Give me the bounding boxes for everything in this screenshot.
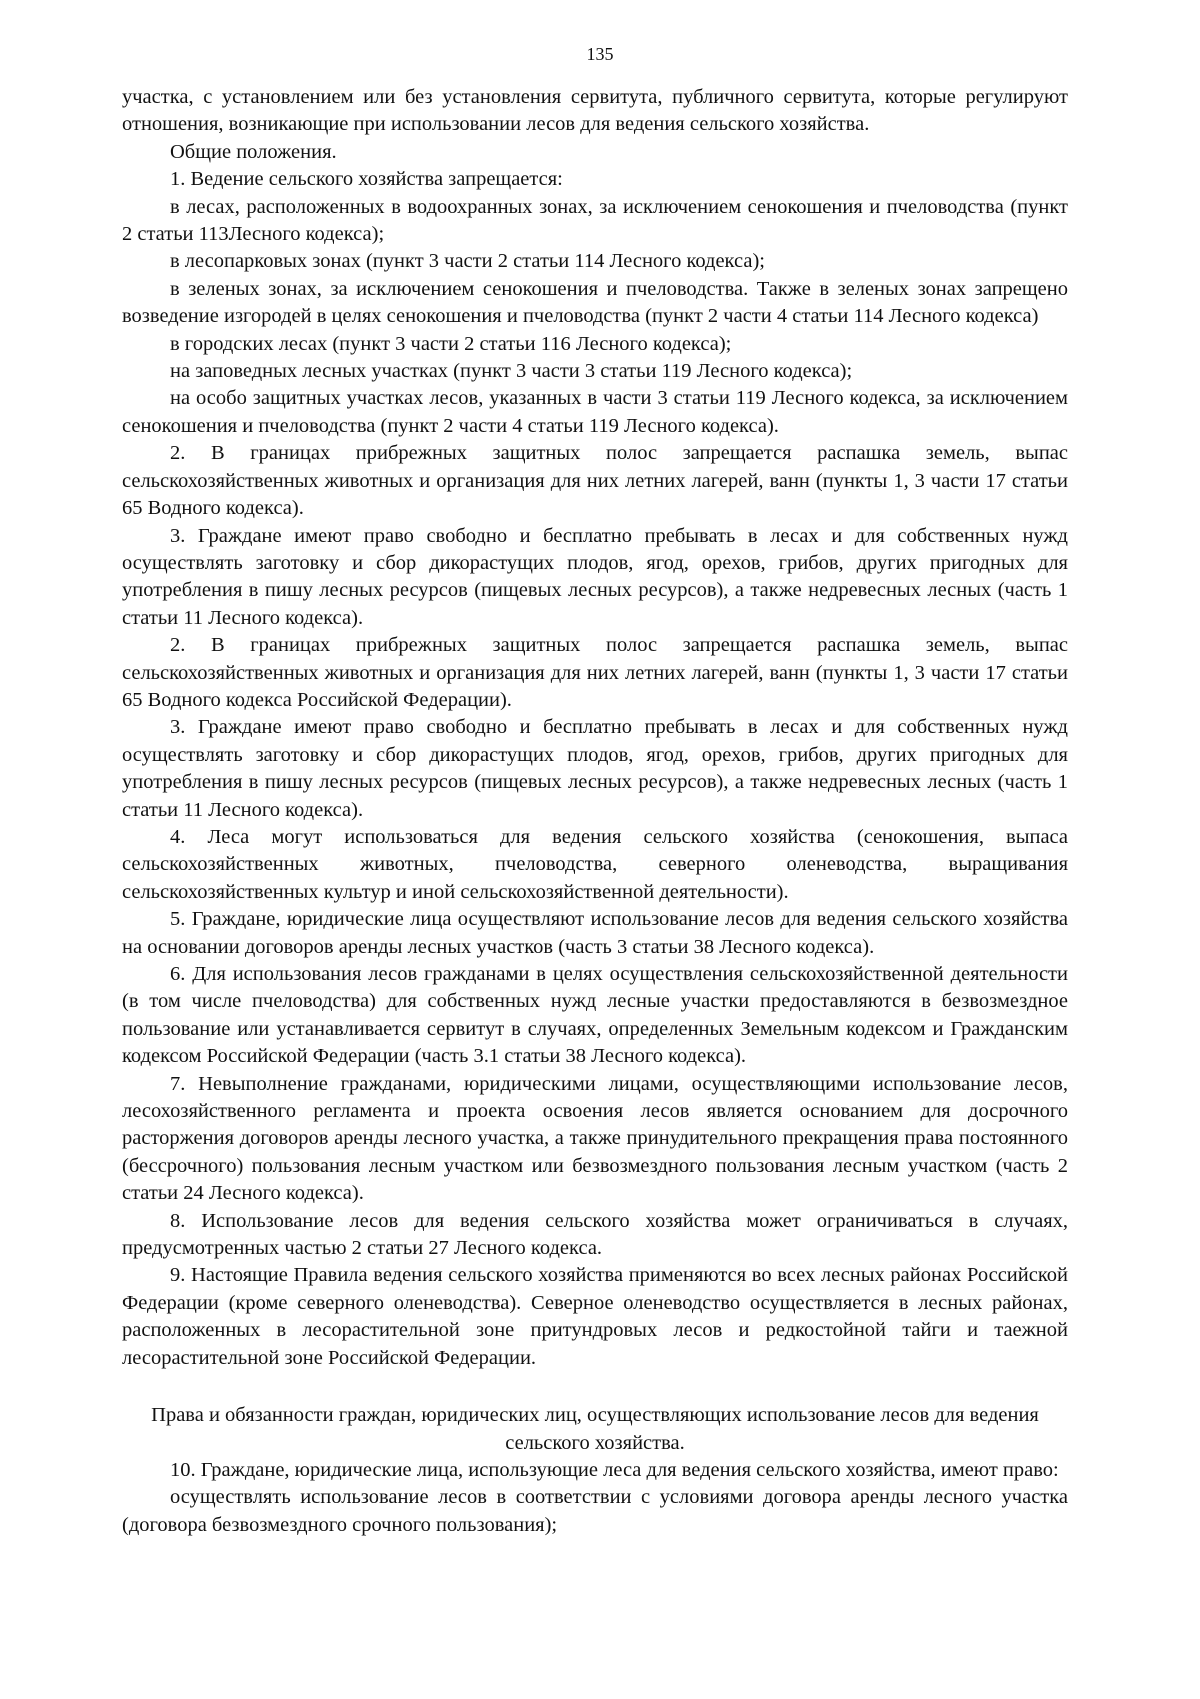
document-body xyxy=(122,84,1068,1539)
paragraph-1-item: в лесопарковых зонах (пункт 3 части 2 статьи 114 Лесного кодекса); xyxy=(170,250,765,273)
paragraph-2b: 2. В границах прибрежных защитных полос запрещается распашка земель, выпас сельскохозяйственных животных и организация для них летних лагерей, ванн (пункты 1, 3 части 17 статьи 65 Водного кодекса Российской Федерации). xyxy=(122,634,1068,711)
paragraph-4: 4. Леса могут использоваться для ведения сельского хозяйства (сенокошения, выпаса сельскохозяйственных животных, пчеловодства, северного оленеводства, выращивания сельскохозяйственных культур и иной сельскохозяйственной деятельности). xyxy=(122,825,1068,903)
paragraph-1-item: в зеленых зонах, за исключением сенокошения и пчеловодства. Также в зеленых зонах запрещено возведение изгородей в целях сенокошения и пчеловодства (пункт 2 части 4 статьи 114 Лесного кодекса) xyxy=(122,277,1068,328)
paragraph-3b: 3. Граждане имеют право свободно и бесплатно пребывать в лесах и для собственных нужд осуществлять заготовку и сбор дикорастущих плодов, ягод, орехов, грибов, других пригодных для употребления в пишу лесных ресурсов (пищевых лесных ресурсов), а также недревесных лесных (часть 1 статьи 11 Лесного кодекса). xyxy=(122,716,1068,821)
paragraph-10: 10. Граждане, юридические лица, использующие леса для ведения сельского хозяйства, имеют право: xyxy=(170,1458,1059,1481)
section-title-general: Общие положения. xyxy=(170,140,337,163)
paragraph-6: 6. Для использования лесов гражданами в целях осуществления сельскохозяйственной деятельности (в том числе пчеловодства) для собственных нужд лесные участки предоставляются в безвозмездное пользование или устанавливается сервитут в случаях, определенных Земельным кодексом и Гражданским кодексом Российской Федерации (часть 3.1 статьи 38 Лесного кодекса). xyxy=(122,963,1068,1068)
paragraph-1-item: в лесах, расположенных в водоохранных зонах, за исключением сенокошения и пчеловодства (пункт 2 статьи 113Лесного кодекса); xyxy=(122,195,1068,246)
page-number: 135 xyxy=(586,44,614,64)
paragraph-2a: 2. В границах прибрежных защитных полос запрещается распашка земель, выпас сельскохозяйственных животных и организация для них летних лагерей, ванн (пункты 1, 3 части 17 статьи 65 Водного кодекса). xyxy=(122,442,1068,520)
paragraph-3a: 3. Граждане имеют право свободно и бесплатно пребывать в лесах и для собственных нужд осуществлять заготовку и сбор дикорастущих плодов, ягод, орехов, грибов, других пригодных для употребления в пишу лесных ресурсов (пищевых лесных ресурсов), а также недревесных лесных (часть 1 статьи 11 Лесного кодекса). xyxy=(122,524,1068,629)
paragraph-1-item: на особо защитных участках лесов, указанных в части 3 статьи 119 Лесного кодекса, за исключением сенокошения и пчеловодства (пункт 2 части 4 статьи 119 Лесного кодекса). xyxy=(122,387,1068,437)
paragraph-1-item: на заповедных лесных участках (пункт 3 части 3 статьи 119 Лесного кодекса); xyxy=(170,360,853,383)
paragraph-7: 7. Невыполнение гражданами, юридическими лицами, осуществляющими использование лесов, лесохозяйственного регламента и проекта освоения лесов является основанием для досрочного расторжения договоров аренды лесного участка, а также принудительного прекращения права постоянного (бессрочного) пользования лесным участком или безвозмездного пользования лесным участком (часть 2 статьи 24 Лесного кодекса). xyxy=(122,1072,1068,1205)
paragraph-5: 5. Граждане, юридические лица осуществляют использование лесов для ведения сельского хозяйства на основании договоров аренды лесных участков (часть 3 статьи 38 Лесного кодекса). xyxy=(122,908,1068,958)
intro-paragraph: участка, с установлением или без установления сервитута, публичного сервитута, которые регулируют отношения, возникающие при использовании лесов для ведения сельского хозяйства. xyxy=(122,86,1068,136)
section-title-rights: Права и обязанности граждан, юридических лиц, осуществляющих использование лесов для ведения сельского хозяйства. xyxy=(151,1404,1039,1454)
paragraph-1-item: в городских лесах (пункт 3 части 2 статьи 116 Лесного кодекса); xyxy=(170,332,732,355)
paragraph-1: 1. Ведение сельского хозяйства запрещается: xyxy=(170,168,563,191)
paragraph-8: 8. Использование лесов для ведения сельского хозяйства может ограничиваться в случаях, предусмотренных частью 2 статьи 27 Лесного кодекса. xyxy=(122,1209,1068,1260)
paragraph-9: 9. Настоящие Правила ведения сельского хозяйства применяются во всех лесных районах Российской Федерации (кроме северного оленеводства). Северное оленеводство осуществляется в лесных районах, расположенных в лесорастительной зоне притундровых лесов и редкостойной тайги и таежной лесорастительной зоне Российской Федерации. xyxy=(122,1264,1068,1369)
paragraph-10-item: осуществлять использование лесов в соответствии с условиями договора аренды лесного участка (договора безвозмездного срочного пользования); xyxy=(122,1486,1068,1536)
